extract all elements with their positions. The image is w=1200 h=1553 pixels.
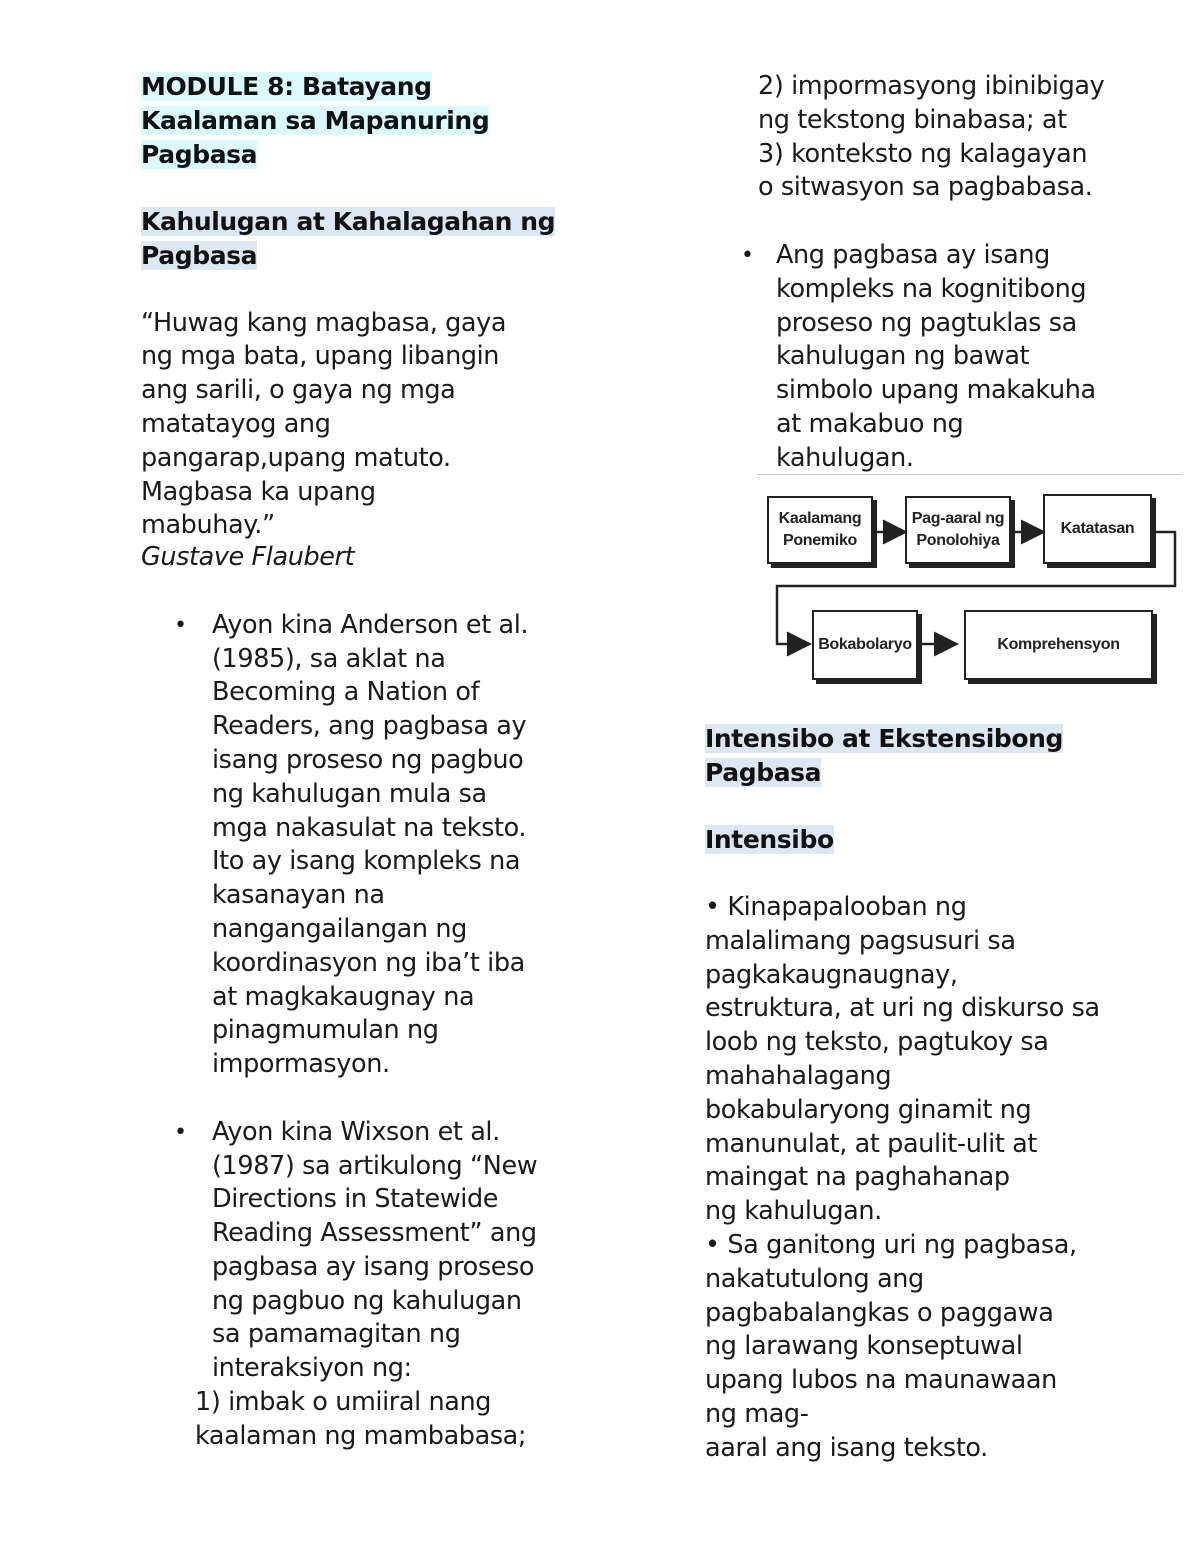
quote xyxy=(141,307,571,575)
diagram-box-line: Ponemiko xyxy=(782,532,858,549)
list-item-line: (1985), sa aklat na xyxy=(212,643,446,674)
paragraph-line: pagbabalangkas o paggawa xyxy=(705,1297,1054,1328)
list-item-line: pinagmumulan ng xyxy=(212,1015,439,1046)
paragraph-line: aaral ang isang teksto. xyxy=(705,1432,988,1463)
list-item-line: at magkakaugnay na xyxy=(212,981,475,1012)
list-item-line: ng kahulugan mula sa xyxy=(212,778,487,809)
list-item-line: nangangailangan ng xyxy=(212,913,467,944)
list-item-line: sa pamamagitan ng xyxy=(212,1319,461,1350)
module-title xyxy=(141,70,571,171)
left-column xyxy=(141,70,571,1454)
quote-line: pangarap,upang matuto. xyxy=(141,442,451,473)
diagram-box-line: Pag-aaral ng xyxy=(911,510,1005,527)
diagram-box-line: Kaalamang xyxy=(778,510,862,527)
list-item-line: Ayon kina Wixson et al. xyxy=(212,1116,500,1147)
bullet-icon: • xyxy=(741,242,754,268)
diagram-box-katatasan xyxy=(1043,494,1152,564)
paragraph-line: estruktura, at uri ng diskurso sa xyxy=(705,993,1100,1024)
section-title-line: Intensibo at Ekstensibong xyxy=(705,724,1064,753)
list-item-line: simbolo upang makakuha xyxy=(776,375,1096,406)
list-item-line: kasanayan na xyxy=(212,880,385,911)
module-title-line: MODULE 8: Batayang xyxy=(141,72,432,101)
list-subitem-line: 1) imbak o umiiral nang xyxy=(195,1387,492,1418)
list-subitem-line: o sitwasyon sa pagbabasa. xyxy=(758,172,1093,203)
quote-line: “Huwag kang magbasa, gaya xyxy=(141,307,507,338)
list-item-line: isang proseso ng pagbuo xyxy=(212,744,524,775)
list-item-line: Ito ay isang kompleks na xyxy=(212,846,521,877)
list-item-line: ng pagbuo ng kahulugan xyxy=(212,1285,522,1316)
paragraph-line: upang lubos na maunawaan xyxy=(705,1365,1057,1396)
section-title-line: Pagbasa xyxy=(705,757,822,787)
list-item-line: Directions in Statewide xyxy=(212,1184,499,1215)
diagram-box-bokabolaryo xyxy=(812,610,918,680)
section-title xyxy=(705,722,1175,790)
quote-line: matatayog ang xyxy=(141,408,331,439)
section-title xyxy=(141,205,571,273)
quote-line: ang sarili, o gaya ng mga xyxy=(141,375,456,406)
paragraph-line: mahahalagang xyxy=(705,1060,892,1091)
list-item-line: Readers, ang pagbasa ay xyxy=(212,711,527,742)
list-subitem-line: kaalaman ng mambabasa; xyxy=(195,1420,527,1451)
module-title-line: Kaalaman sa Mapanuring xyxy=(141,105,490,135)
list-item xyxy=(141,609,571,1082)
diagram-box-komprehensyon xyxy=(964,610,1153,680)
subsection-title-text: Intensibo xyxy=(705,825,834,855)
paragraph-line: loob ng teksto, pagtukoy sa xyxy=(705,1027,1049,1058)
paragraph-line: bokabularyong ginamit ng xyxy=(705,1094,1032,1125)
list-subitems xyxy=(141,1386,571,1454)
diagram-box-label: Bokabolaryo xyxy=(818,636,912,653)
paragraph-line: ng mag- xyxy=(705,1398,809,1429)
paragraph-line: pagkakaugnaugnay, xyxy=(705,959,958,990)
paragraph-line: • Sa ganitong uri ng pagbasa, xyxy=(705,1229,1077,1260)
bullet-icon: • xyxy=(174,612,187,638)
right-column xyxy=(705,70,1175,476)
paragraph-line: ng larawang konseptuwal xyxy=(705,1331,1023,1362)
list-item-line: proseso ng pagtuklas sa xyxy=(776,307,1077,338)
paragraph-line: malalimang pagsusuri sa xyxy=(705,925,1016,956)
list-item-line: (1987) sa artikulong “New xyxy=(212,1150,538,1181)
list-item-line: interaksiyon ng: xyxy=(212,1353,412,1384)
list-subitem-line: ng tekstong binabasa; at xyxy=(758,104,1067,135)
list-item-line: pagbasa ay isang proseso xyxy=(212,1251,535,1282)
list-item-line: Ayon kina Anderson et al. xyxy=(212,609,529,640)
quote-author: Gustave Flaubert xyxy=(141,542,355,573)
section-title-line: Pagbasa xyxy=(141,240,258,270)
list-subitems-continued xyxy=(705,70,1175,205)
quote-line: ng mga bata, upang libangin xyxy=(141,341,500,372)
diagram-box-label: Komprehensyon xyxy=(997,636,1120,653)
list-subitem-line: 2) impormasyong ibinibigay xyxy=(758,71,1105,101)
quote-line: Magbasa ka upang xyxy=(141,476,376,507)
list-item xyxy=(141,1116,571,1386)
bullet-icon: • xyxy=(174,1119,187,1145)
paragraph-line: • Kinapapalooban ng xyxy=(705,891,967,922)
list-item-line: koordinasyon ng iba’t iba xyxy=(212,947,525,978)
list-item-line: impormasyon. xyxy=(212,1049,390,1080)
paragraph-line: ng kahulugan. xyxy=(705,1196,882,1227)
intensibo-paragraph xyxy=(705,891,1175,1466)
diagram-box-label: Katatasan xyxy=(1060,520,1135,537)
right-column-lower xyxy=(705,722,1175,1466)
list-item-line: kompleks na kognitibong xyxy=(776,273,1087,304)
paragraph-line: manunulat, at paulit-ulit at xyxy=(705,1128,1037,1159)
list-item-line: Reading Assessment” ang xyxy=(212,1218,537,1249)
reading-process-diagram xyxy=(757,474,1182,690)
subsection-title xyxy=(705,823,1175,857)
list-item-line: Becoming a Nation of xyxy=(212,677,480,708)
paragraph-line: maingat na paghahanap xyxy=(705,1162,1010,1193)
list-subitem-line: 3) konteksto ng kalagayan xyxy=(758,138,1088,169)
paragraph-line: nakatutulong ang xyxy=(705,1263,924,1294)
diagram-box-line: Ponolohiya xyxy=(916,532,1000,549)
diagram-box-kaalamang-ponemiko xyxy=(767,496,873,564)
list-item-line: mga nakasulat na teksto. xyxy=(212,812,527,843)
section-title-line: Kahulugan at Kahalagahan ng xyxy=(141,207,556,237)
list-item-line: Ang pagbasa ay isang xyxy=(776,239,1050,270)
list-item-line: kahulugan ng bawat xyxy=(776,341,1030,372)
module-title-line: Pagbasa xyxy=(141,139,258,169)
list-item xyxy=(705,239,1175,476)
diagram-box-pag-aaral-ng-ponolohiya xyxy=(905,496,1011,564)
list-item-line: kahulugan. xyxy=(776,442,914,473)
list-item-line: at makabuo ng xyxy=(776,408,964,439)
quote-line: mabuhay.” xyxy=(141,510,275,541)
